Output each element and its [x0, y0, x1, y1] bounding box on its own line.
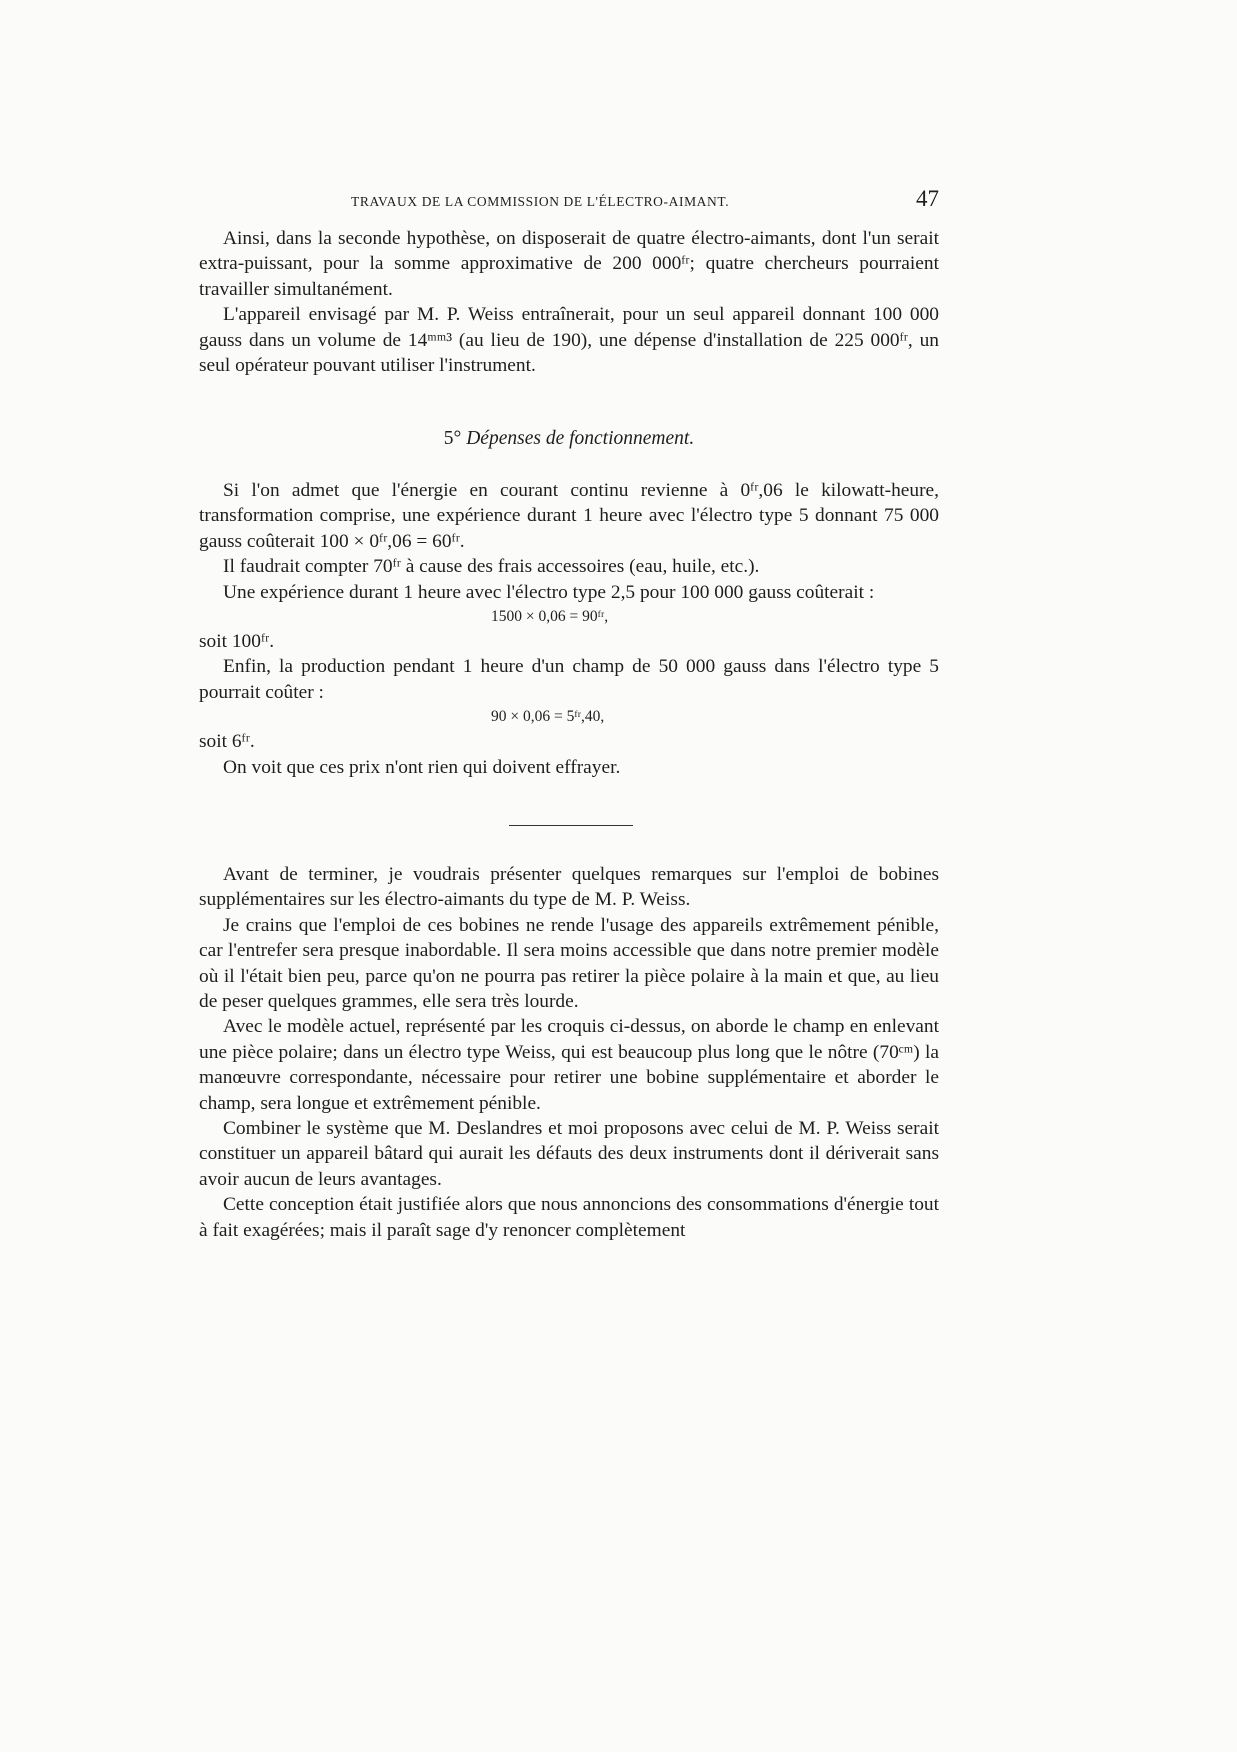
closing-remarks: [199, 862, 939, 1243]
paragraph-four-electromagnets: Ainsi, dans la seconde hypothèse, on disposerait de quatre électro-aimants, dont l'un serait extra-puissant, pour la somme approximative de 200 000ᶠʳ; quatre chercheurs pourraient travailler simultanément.: [199, 228, 939, 300]
running-title: TRAVAUX DE LA COMMISSION DE L'ÉLECTRO-AIMANT.: [351, 194, 730, 209]
paragraph-50000-gauss: Enfin, la production pendant 1 heure d'un champ de 50 000 gauss dans l'électro type 5 pourrait coûter :: [199, 656, 939, 703]
section-divider: [509, 825, 633, 826]
line-soit-6: soit 6ᶠʳ.: [199, 731, 255, 753]
paragraph-coils-difficulty: Je crains que l'emploi de ces bobines ne rende l'usage des appareils extrêmement pénible, car l'entrefer sera presque inabordable. Il sera moins accessible que dans notre premier modèle où il l'était bien peu, parce qu'on ne pourra pas retirer la pièce polaire à la main et que, au lieu de peser quelques grammes, elle sera très lourde.: [199, 914, 939, 1013]
paragraph-supplementary-coils: Avant de terminer, je voudrais présenter quelques remarques sur l'emploi de bobines supplémentaires sur les électro-aimants du type de M. P. Weiss.: [199, 864, 939, 911]
section-title: Dépenses de fonctionnement.: [466, 428, 695, 449]
paragraph-energy-cost: Si l'on admet que l'énergie en courant continu revienne à 0ᶠʳ,06 le kilowatt-heure, transformation comprise, une expérience durant 1 heure avec l'électro type 5 donnant 75 000 gauss coûterait 100 × 0ᶠʳ,06 = 60ᶠʳ.: [199, 480, 939, 552]
paragraph-experience-2-5: Une expérience durant 1 heure avec l'électro type 2,5 pour 100 000 gauss coûterait :: [223, 581, 875, 603]
line-soit-100: soit 100ᶠʳ.: [199, 631, 275, 653]
paragraph-accessory-costs: Il faudrait compter 70ᶠʳ à cause des frais accessoires (eau, huile, etc.).: [223, 556, 760, 578]
running-header: [199, 186, 939, 216]
operating-costs-section: [199, 478, 939, 780]
paragraph-combined-system: Combiner le système que M. Deslandres et moi proposons avec celui de M. P. Weiss serait constituer un appareil bâtard qui aurait les défauts des deux instruments dont il dériverait sans avoir aucun de leurs avantages.: [199, 1118, 939, 1190]
paragraph-prices-conclusion: On voit que ces prix n'ont rien qui doivent effrayer.: [223, 756, 621, 778]
section-number: 5°: [443, 428, 462, 449]
top-paragraphs: [199, 226, 939, 378]
equation-1500: 1500 × 0,06 = 90ᶠʳ,: [491, 608, 609, 626]
paragraph-weiss-apparatus: L'appareil envisagé par M. P. Weiss entraînerait, pour un seul appareil donnant 100 000 gauss dans un volume de 14ᵐᵐ³ (au lieu de 190), une dépense d'installation de 225 000ᶠʳ, un seul opérateur pouvant utiliser l'instrument.: [199, 304, 939, 377]
page-number: 47: [916, 186, 939, 211]
section-heading: [199, 428, 939, 450]
equation-90: 90 × 0,06 = 5ᶠʳ,40,: [491, 708, 605, 726]
paragraph-conception: Cette conception était justifiée alors que nous annoncions des consommations d'énergie tout à fait exagérées; mais il paraît sage d'y renoncer complètement: [199, 1194, 939, 1241]
paragraph-current-model: Avec le modèle actuel, représenté par les croquis ci-dessus, on aborde le champ en enlevant une pièce polaire; dans un électro type Weiss, qui est beaucoup plus long que le nôtre (70ᶜᵐ) la manœuvre correspondante, nécessaire pour retirer une bobine supplémentaire et aborder le champ, sera longue et extrêmement pénible.: [199, 1016, 939, 1114]
